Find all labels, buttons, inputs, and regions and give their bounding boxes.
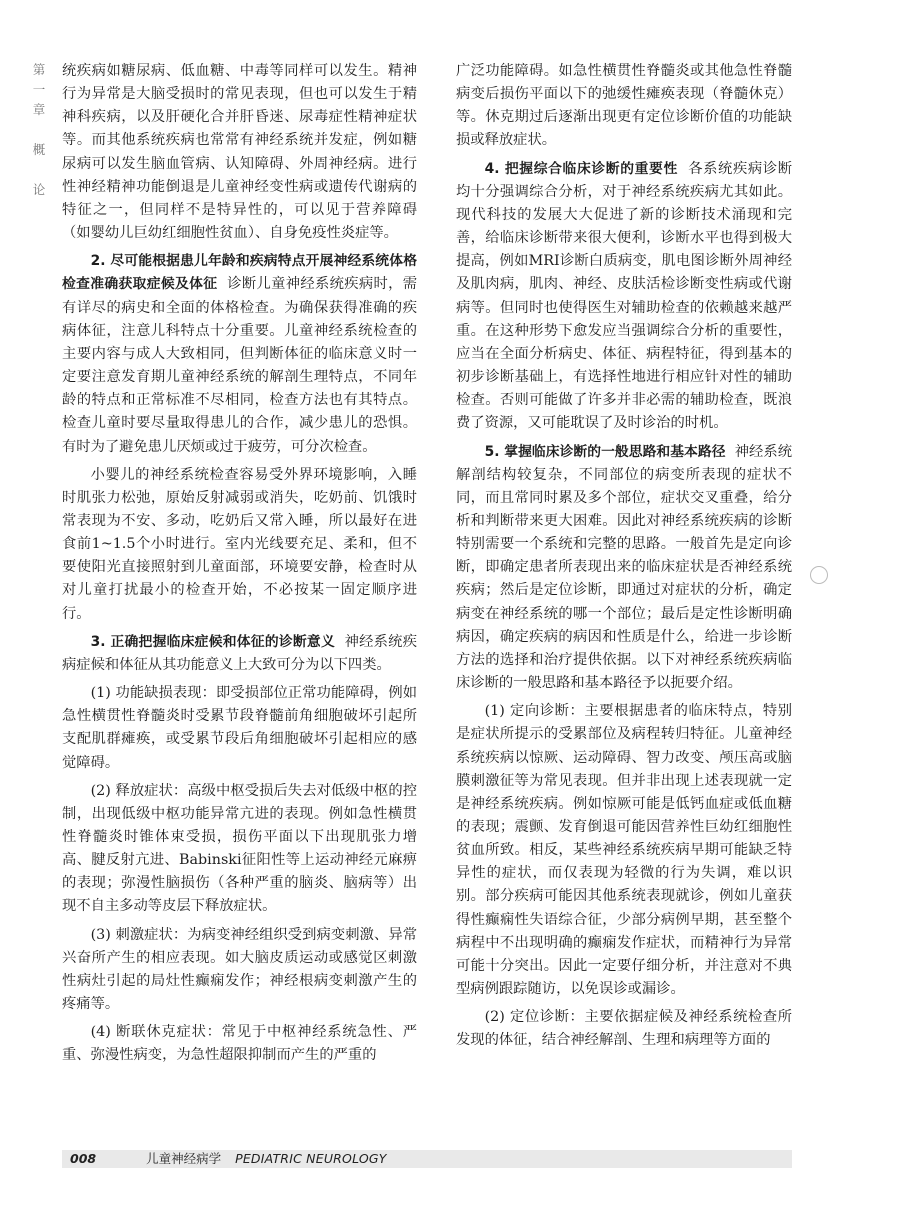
section-paragraph — [456, 158, 792, 436]
right-column — [456, 60, 792, 1130]
side-tab-char — [28, 120, 50, 140]
paragraph: 小婴儿的神经系统检查容易受外界环境影响，入睡时肌张力松弛，原始反射减弱或消失，吃奶前、饥饿时常表现为不安、多动，吃奶后又常入睡，所以最好在进食前1~1.5个小时进行。室内光线要充足、柔和，但不要使阳光直接照射到儿童面部，环境要安静，检查时从对儿童打扰最小的检查开始，不必按某一固定顺序进行。 — [62, 466, 417, 622]
section-paragraph — [456, 441, 792, 696]
side-tab-char — [28, 160, 50, 180]
section-heading: 4. 把握综合临床诊断的重要性 — [484, 160, 678, 177]
paragraph: (4) 断联休克症状：常见于中枢神经系统急性、严重、弥漫性病变，为急性超限抑制而产生的严重的 — [62, 1024, 417, 1064]
page-footer — [70, 1150, 387, 1168]
page-number: 008 — [70, 1151, 97, 1166]
section-body: 各系统疾病诊断均十分强调综合分析，对于神经系统疾病尤其如此。现代科技的发展大大促进了新的诊断技术涌现和完善，给临床诊断带来很大便利，诊断水平也得到极大提高，例如MRI诊断白质病变，肌电图诊断外周神经及肌肉病，肌肉、神经、皮肤活检诊断变性病或代谢病等。但同时也使得医生对辅助检查的依赖越来越严重。在这种形势下愈发应当强调综合分析的重要性，应当在全面分析病史、体征、病程特征，得到基本的初步诊断基础上，有选择性地进行相应针对性的辅助检查。否则可能做了许多并非必需的辅助检查，既浪费了资源，又可能耽误了及时诊治的时机。 — [456, 160, 792, 432]
paragraph: 广泛功能障碍。如急性横贯性脊髓炎或其他急性脊髓病变后损伤平面以下的弛缓性瘫痪表现（脊髓休克）等。休克期过后逐渐出现更有定位诊断价值的功能缺损或释放症状。 — [456, 63, 792, 149]
side-tab-char: 章 — [32, 102, 46, 117]
section-body: 诊断儿童神经系统疾病时，需有详尽的病史和全面的体格检查。为确保获得准确的疾病体征，注意儿科特点十分重要。儿童神经系统检查的主要内容与成人大致相同，但判断体征的临床意义时一定要注意发育期儿童神经系统的解剖生理特点，不同年龄的特点和正常标准不尽相同，检查方法也有其特点。检查儿童时要尽量取得患儿的合作，减少患儿的恐惧。有时为了避免患儿厌烦或过于疲劳，可分次检查。 — [62, 276, 417, 455]
paragraph: (1) 定向诊断：主要根据患者的临床特点，特别是症状所提示的受累部位及病程转归特征。儿童神经系统疾病以惊厥、运动障碍、智力改变、颅压高或脑膜刺激征等为常见表现。但并非出现上述表现就一定是神经系统疾病。例如惊厥可能是低钙血症或低血糖的表现；震颤、发育倒退可能因营养性巨幼红细胞性贫血所致。相反，某些神经系统疾病早期可能缺乏特异性的症状，而仅表现为轻微的行为失调，难以识别。部分疾病可能因其他系统表现就诊，例如儿童获得性癫痫性失语综合征，少部分病例早期，甚至整个病程中不出现明确的癫痫发作症状，而精神行为异常可能十分突出。因此一定要仔细分析，并注意对不典型病例跟踪随访，以免误诊或漏诊。 — [456, 703, 792, 998]
paragraph: (2) 释放症状：高级中枢受损后失去对低级中枢的控制，出现低级中枢功能异常亢进的表现。例如急性横贯性脊髓炎时锥体束受损，损伤平面以下出现肌张力增高、腱反射亢进、Babinski征阳性等上运动神经元麻痹的表现；弥漫性脑损伤（各种严重的脑炎、脑病等）出现不自主多动等皮层下释放症状。 — [62, 782, 417, 915]
book-title-cn: 儿童神经病学 — [146, 1151, 222, 1166]
left-column — [62, 60, 417, 1130]
side-tab-char: 论 — [32, 182, 46, 197]
chapter-side-tab — [28, 60, 50, 200]
section-heading: 5. 掌握临床诊断的一般思路和基本路径 — [484, 443, 726, 460]
book-title-en: PEDIATRIC NEUROLOGY — [235, 1151, 387, 1166]
section-body: 神经系统疾病症候和体征从其功能意义上大致可分为以下四类。 — [62, 633, 417, 673]
side-tab-char: 概 — [32, 142, 46, 157]
section-body: 神经系统解剖结构较复杂，不同部位的病变所表现的症状不同，而且常同时累及多个部位，症状交叉重叠，给分析和判断带来更大困难。因此对神经系统疾病的诊断特别需要一个系统和完整的思路。一般首先是定向诊断，即确定患者所表现出来的临床症状是否神经系统疾病；然后是定位诊断，即通过对症状的分析，确定病变在神经系统的哪一个部位；最后是定性诊断明确病因，确定疾病的病因和性质是什么，给进一步诊断方法的选择和治疗提供依据。以下对神经系统疾病临床诊断的一般思路和基本路径予以扼要介绍。 — [456, 443, 792, 692]
paragraph: 统疾病如糖尿病、低血糖、中毒等同样可以发生。精神行为异常是大脑受损时的常见表现，但也可以发生于精神科疾病，以及肝硬化合并肝昏迷、尿毒症性精神症状等。而其他系统疾病也常常有神经系统并发症，例如糖尿病可以发生脑血管病、认知障碍、外周神经病。进行性神经精神功能倒退是儿童神经变性病或遗传代谢病的特征之一，但同样不是特异性的，可以见于营养障碍（如婴幼儿巨幼红细胞性贫血）、自身免疫性炎症等。 — [62, 63, 417, 242]
section-heading: 3. 正确把握临床症候和体征的诊断意义 — [90, 633, 335, 650]
side-tab-char: 第 — [32, 62, 46, 77]
section-paragraph — [62, 631, 417, 677]
section-paragraph — [62, 250, 417, 458]
margin-circle-mark — [810, 566, 828, 584]
paragraph: (2) 定位诊断：主要依据症候及神经系统检查所发现的体征，结合神经解剖、生理和病理等方面的 — [456, 1009, 792, 1049]
paragraph: (1) 功能缺损表现：即受损部位正常功能障碍，例如急性横贯性脊髓炎时受累节段脊髓前角细胞破坏引起所支配肌群瘫痪，或受累节段后角细胞破坏引起相应的感觉障碍。 — [62, 685, 417, 771]
section-heading: 2. 尽可能根据患儿年龄和疾病特点开展神经系统体格检查准确获取症候及体征 — [62, 253, 417, 293]
side-tab-char: 一 — [32, 82, 46, 97]
paragraph: (3) 刺激症状：为病变神经组织受到病变刺激、异常兴奋所产生的相应表现。如大脑皮质运动或感觉区刺激性病灶引起的局灶性癫痫发作；神经根病变刺激产生的疼痛等。 — [62, 926, 417, 1013]
